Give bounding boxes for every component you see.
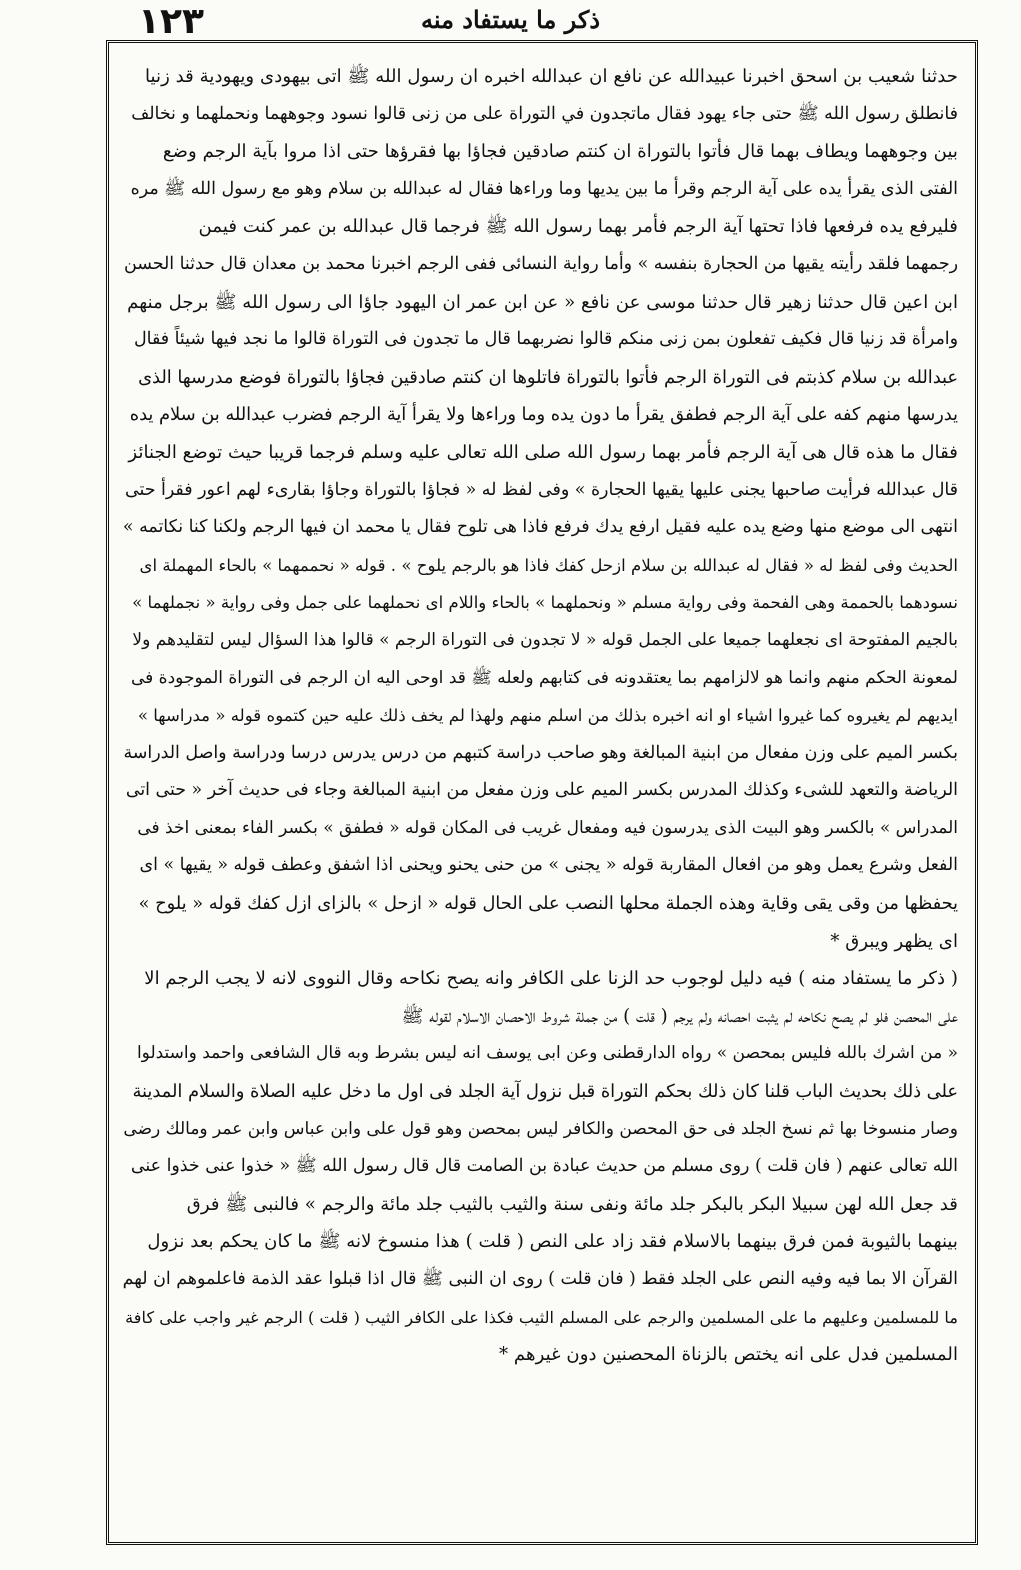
text-line: الله تعالى عنهم ( فان قلت ) روى مسلم من حديث عبادة بن الصامت قال قال رسول الله ﷺ « خذوا عنى خذوا عنى [130,1156,958,1177]
text-line: ابن اعين قال حدثنا زهير قال حدثنا موسى عن نافع « عن ابن عمر ان اليهود جاؤا الى رسول الله ﷺ برجل منهم [127,291,958,313]
text-line: ( ذكر ما يستفاد منه ) فيه دليل لوجوب حد الزنا على الكافر وانه يصح نكاحه وقال النووى لانه لا يجب الرجم الا [144,968,958,990]
text-body [122,58,958,1530]
text-line: اى يظهر ويبرق * [830,930,958,952]
text-line: رجمهما فلقد رأيته يقيها من الحجارة بنفسه » وأما رواية النسائى ففى الرجم اخبرنا محمد بن معدان قال حدثنا الحسن [124,253,958,274]
text-line: الحديث وفى لفظ له « فقال له عبدالله بن سلام ازحل كفك فاذا هو بالرجم يلوح » . قوله « نحممهما » بالحاء المهملة اى [139,555,958,575]
text-line: يحفظها من وقى يقى وقاية وهذه الجملة محلها النصب على الحال قوله « ازحل » بالزاى ازل كفك قوله « يلوح » [138,893,958,915]
text-line: فليرفع يده فرفعها فاذا تحتها آية الرجم فأمر بهما رسول الله ﷺ فرجما قال عبدالله بن عمر كنت فيمن [198,216,958,238]
text-line: وامرأة قد زنيا قال فكيف تفعلون بمن زنى منكم قالوا نضربهما قال ما تجدون فى التوراة قالوا ما نجد فيها شيئاً فقال [134,329,958,350]
text-line: المسلمين فدل على انه يختص بالزناة المحصنين دون غيرهم * [499,1344,958,1366]
running-header: ذكر ما يستفاد منه [420,5,601,34]
text-line: بين وجوههما ويطاف بهما قال فأتوا بالتوراة ان كنتم صادقين فجاؤا بها فقرؤها حتى اذا مروا بآية الرجم وضع [162,141,958,163]
text-line: وصار منسوخا بها ثم نسخ الجلد فى حق المحصن والكافر ليس بمحصن وهو قول على وابن عباس وابن عمر ومالك رضى [123,1118,958,1139]
text-line: يدرسها منهم كفه على آية الرجم فطفق يقرأ ما دون يده وما وراءها ولا يقرأ آية الرجم فضرب عبدالله بن سلام يده [129,404,958,426]
text-line: فانطلق رسول الله ﷺ حتى جاء يهود فقال ماتجدون في التوراة على من زنى قالوا نسود وجوههما ونحملهما و نخالف [131,103,958,124]
text-line: ما للمسلمين وعليهم ما على المسلمين والرجم على المسلم الثيب فكذا على الكافر الثيب ( قلت ) الرجم غير واجب على كافة [125,1307,958,1327]
text-line: على ذلك بحديث الباب قلنا كان ذلك بحكم التوراة قبل نزول آية الجلد فى اول ما دخل عليه الصلاة والسلام المدينة [132,1081,958,1103]
text-line: فقال ما هذه قال هى آية الرجم فأمر بهما رسول الله صلى الله تعالى عليه وسلم فرجما قريبا حيث توضع الجنائز [128,441,958,463]
text-line: قد جعل الله لهن سبيلا البكر بالبكر جلد مائة ونفى سنة والثيب بالثيب جلد مائة والرجم » فالنبى ﷺ فرق [186,1193,958,1215]
text-line: القرآن الا بما فيه وفيه النص على الجلد فقط ( فان قلت ) روى ان النبى ﷺ قال اذا قبلوا عقد الذمة فاعلموهم ان لهم [122,1269,958,1289]
text-line: قال عبدالله فرأيت صاحبها يجنى عليها يقيها الحجارة » وفى لفظ له « فجاؤا بالتوراة وجاؤا بقارىء لهم اعور فقرأ حتى [124,479,958,500]
text-line: بكسر الميم على وزن مفعال من ابنية المبالغة وهو صاحب دراسة كتبهم من درس يدرس درسا ودراسة واصل الدراسة [123,742,958,763]
text-line: ايديهم لم يغيروه كما غيروا اشياء او انه اخبره بذلك من اسلم منهم ولهذا لم يخف ذلك عليه حين كتموه قوله « مدراسها » [137,706,958,726]
text-line: الرياضة والتعهد للشىء وكذلك المدرس بكسر الميم على وزن مفعل من ابنية المبالغة وجاء فى حديث آخر « حتى اتى [125,780,958,801]
text-line: المدراس » بالكسر وهو البيت الذى يدرسون فيه ومفعال غريب فى المكان قوله « فطفق » بكسر الفاء بمعنى اخذ فى [137,817,958,838]
text-line: عبدالله بن سلام كذبتم فى التوراة الرجم فأتوا بالتوراة فاتلوها ان كنتم صادقين فجاؤا بالتوراة فوضع مدرسها الذى [138,366,958,388]
text-line: نسودهما بالحممة وهى الفحمة وفى رواية مسلم « ونحملهما » بالحاء واللام اى نحملهما على جمل وفى رواية « نجملهما » [132,593,958,613]
text-line: حدثنا شعيب بن اسحق اخبرنا عبيدالله عن نافع ان عبدالله اخبره ان رسول الله ﷺ اتى بيهودى ويهودية قد زنيا [144,66,958,87]
text-line: الفعل وشرع يعمل وهو من افعال المقاربة قوله « يجنى » من حنى يحنو ويحنى اذا اشفق وعطف قوله « يقيها » اى [139,855,958,876]
text-line: على المحصن فلو لم يصح نكاحه لم يثبت احصانه ولم يرجم ( قلت ) من جملة شروط الاحصان الاسلام لقوله ﷺ [401,1005,958,1027]
text-line: بينهما بالثيوبة فمن فرق بينهما بالاسلام فقد زاد على النص ( قلت ) هذا منسوخ لانه ﷺ ما كان يحكم بعد نزول [147,1231,958,1253]
text-line: انتهى الى موضع منها وضع يده عليه فقيل ارفع يدك فرفع فاذا هى تلوح فقال يا محمد ان فيها الرجم ولكنا كنا نكاتمه » [122,517,958,538]
text-line: « من اشرك بالله فليس بمحصن » رواه الدارقطنى وعن ابى يوسف انه ليس بشرط وبه قال الشافعى واحمد واستدلوا [136,1043,958,1064]
page-number: ١٢٣ [138,1,204,42]
text-line: الفتى الذى يقرأ يده على آية الرجم وقرأ ما بين يديها وما وراءها فقال له عبدالله بن سلام وهو مع رسول الله ﷺ مره [130,178,958,199]
text-line: بالجيم المفتوحة اى نجعلهما جميعا على الجمل قوله « لا تجدون فى التوراة الرجم » قالوا هذا السؤال ليس لتقليدهم ولا [132,629,958,650]
text-line: لمعونة الحكم منهم وانما هو لالزامهم بما يعتقدونه فى كتابهم ولعله ﷺ قد اوحى اليه ان الرجم فى التوراة الموجودة فى [130,667,958,688]
